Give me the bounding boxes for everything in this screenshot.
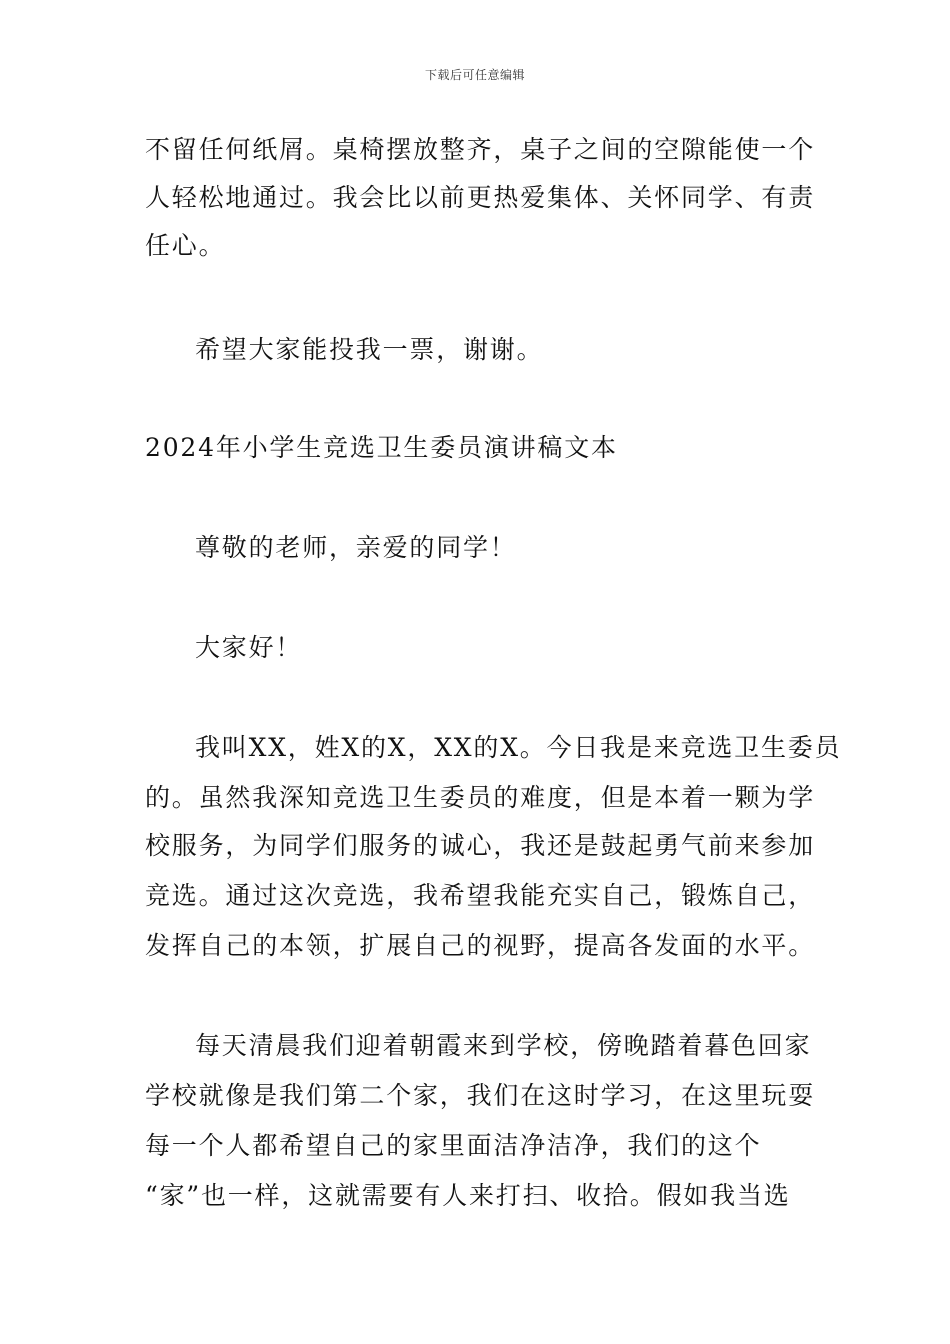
paragraph-line: 学校就像是我们第二个家，我们在这时学习，在这里玩耍	[145, 1081, 816, 1110]
paragraph-line: 希望大家能投我一票，谢谢。	[195, 335, 544, 364]
paragraph-line: 不留任何纸屑。桌椅摆放整齐，桌子之间的空隙能使一个	[145, 135, 816, 164]
paragraph-line: 竞选。通过这次竞选，我希望我能充实自己，锻炼自己，	[145, 881, 816, 910]
greeting-line: 大家好！	[195, 633, 303, 662]
page-header: 下载后可任意编辑	[424, 68, 525, 82]
paragraph-line: 的。虽然我深知竞选卫生委员的难度，但是本着一颗为学	[145, 783, 816, 812]
paragraph-line: 每天清晨我们迎着朝霞来到学校，傍晚踏着暮色回家	[195, 1031, 812, 1060]
section-title: 2024年小学生竞选卫生委员演讲稿文本	[145, 433, 618, 462]
paragraph-line: 我叫XX，姓X的X，XX的X。今日我是来竞选卫生委员	[195, 733, 842, 762]
paragraph-line: “家”也一样，这就需要有人来打扫、收拾。假如我当选	[145, 1181, 791, 1210]
paragraph-line: 校服务，为同学们服务的诚心，我还是鼓起勇气前来参加	[145, 831, 816, 860]
paragraph-line: 人轻松地通过。我会比以前更热爱集体、关怀同学、有责	[145, 183, 816, 212]
paragraph-line: 发挥自己的本领，扩展自己的视野，提高各发面的水平。	[145, 931, 816, 960]
paragraph-line: 每一个人都希望自己的家里面洁净洁净，我们的这个	[145, 1131, 762, 1160]
greeting-line: 尊敬的老师，亲爱的同学！	[195, 533, 517, 562]
paragraph-line: 任心。	[145, 231, 226, 260]
